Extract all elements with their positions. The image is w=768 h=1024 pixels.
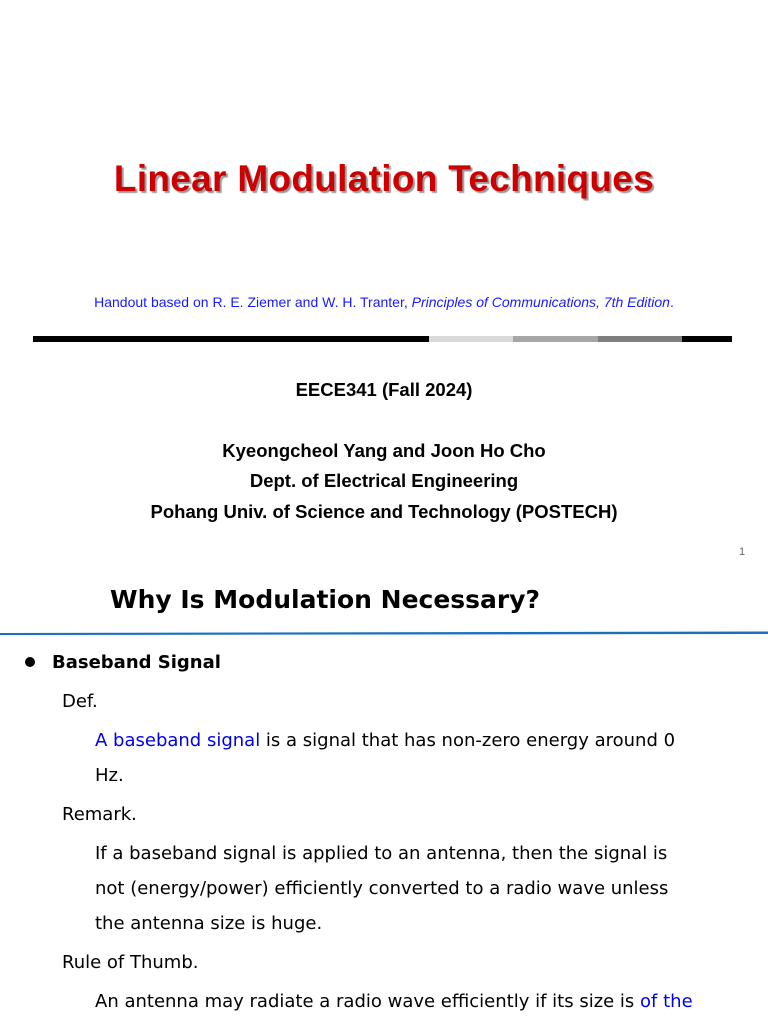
course-code: EECE341 (Fall 2024) [295,379,473,400]
remark-line-2: not (energy/power) efficiently converted to a radio wave unless [95,878,669,899]
handout-suffix: . [669,294,674,310]
university: Pohang Univ. of Science and Technology (POSTECH) [150,501,618,522]
section-title: Why Is Modulation Necessary? [110,585,541,614]
bullet-dot-icon [25,657,35,667]
bullet-heading: Baseband Signal [52,652,221,673]
page-number: 1 [739,546,746,558]
remark-line-3: the antenna size is huge. [95,913,323,934]
remark-label: Remark. [62,804,137,825]
rule-line-1 [95,984,693,1019]
rule-text: An antenna may radiate a radio wave efficiently if its size is [95,991,641,1012]
def-highlight: A baseband signal [95,730,261,751]
department: Dept. of Electrical Engineering [249,470,519,491]
title-divider-bar [33,336,732,342]
handout-prefix: Handout based on R. E. Ziemer and W. H. Tranter, [94,294,412,310]
divider-segment-black-end [682,336,732,342]
divider-segment-black [33,336,429,342]
rule-highlight: of the [640,991,693,1012]
slide-title: Linear Modulation Techniques [113,158,655,199]
def-label: Def. [62,691,98,712]
title-underline [0,630,768,635]
divider-segment-dark-gray [598,336,682,342]
def-line-1 [95,723,675,758]
rule-of-thumb-label: Rule of Thumb. [62,952,199,973]
divider-segment-light-gray [429,336,513,342]
authors: Kyeongcheol Yang and Joon Ho Cho [222,440,546,461]
handout-book-title: Principles of Communications, 7th Edition [411,294,670,310]
def-line-2: Hz. [95,765,124,786]
def-rest: is a signal that has non-zero energy around 0 [260,730,676,751]
remark-line-1: If a baseband signal is applied to an antenna, then the signal is [95,843,668,864]
handout-citation [0,294,768,310]
divider-segment-mid-gray [513,336,598,342]
